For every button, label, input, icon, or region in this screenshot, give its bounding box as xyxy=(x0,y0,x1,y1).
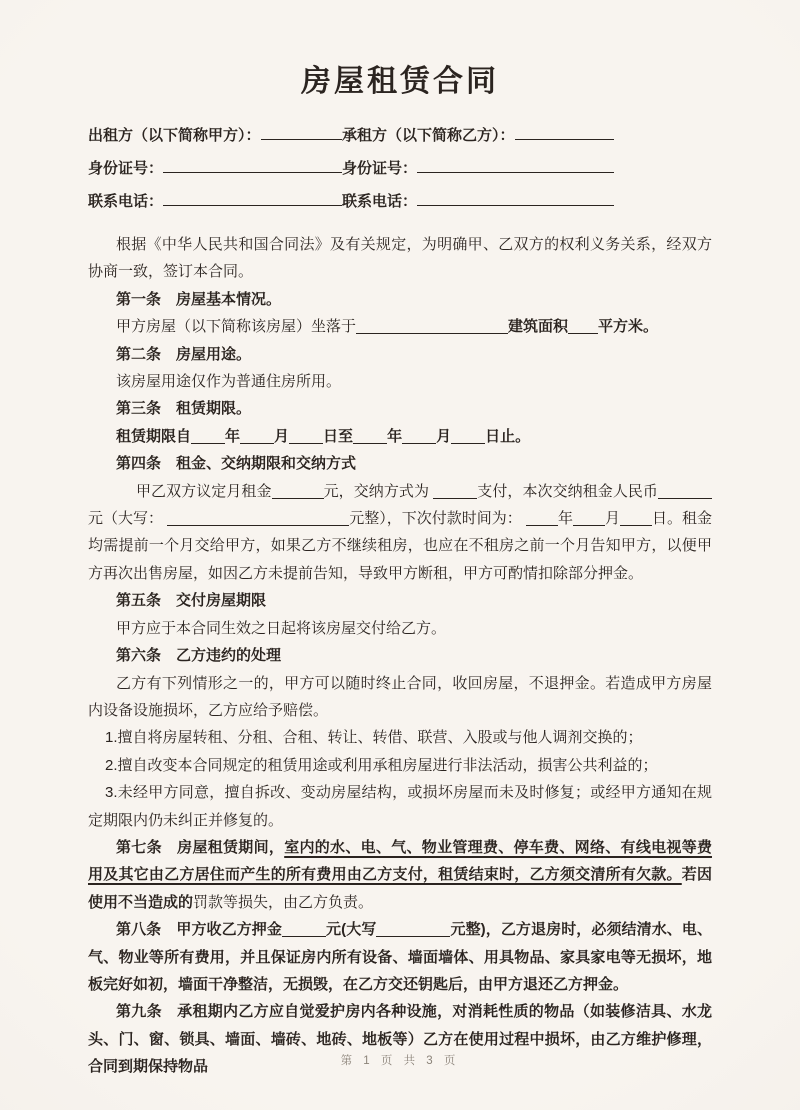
blank-field xyxy=(289,428,323,444)
text-run: 第九条 承租期内乙方应自觉爱护房内各种设施，对消耗性质的物品（如装修洁具、水龙头、门、窗、锁具、墙面、墙砖、地砖、地板等）乙方在使用过程中损坏，由乙方维护修理，合同到期保持物品 xyxy=(88,1003,712,1076)
party-field xyxy=(88,157,342,178)
contract-paragraph xyxy=(88,231,712,286)
field-label: 承租方（以下简称乙方）： xyxy=(342,127,515,144)
text-run: 日止。 xyxy=(485,427,531,445)
contract-paragraph xyxy=(88,450,712,477)
contract-paragraph xyxy=(88,395,712,422)
blank-field xyxy=(573,510,605,526)
text-run: 元（大写： xyxy=(88,510,168,528)
text-run: 第六条 乙方违约的处理 xyxy=(116,647,282,665)
text-run: 甲方房屋（以下简称该房屋）坐落于 xyxy=(116,318,357,336)
party-field xyxy=(88,190,342,211)
party-field-row xyxy=(88,190,712,223)
text-run: 室内的水、电、气、物业管理费、停车费、网络、有线电视等费用及其它由乙方居住而产生的所有费用由乙方支付，租赁结束时，乙方须交清所有欠款。 xyxy=(88,838,712,884)
text-run: 平方米。 xyxy=(598,318,659,336)
party-field-row xyxy=(88,124,712,157)
text-run: 元，交纳方式为 xyxy=(323,482,434,500)
contract-paragraph xyxy=(88,724,712,751)
contract-paragraph xyxy=(88,368,712,395)
text-run: 1.擅自将房屋转租、分租、合租、转让、转借、联营、入股或与他人调剂交换的； xyxy=(105,729,643,747)
text-run: 乙方有下列情形之一的，甲方可以随时终止合同，收回房屋，不退押金。若造成甲方房屋内设备设施损坏，乙方应给予赔偿。 xyxy=(88,674,712,719)
text-run: 月 xyxy=(604,510,620,528)
contract-body xyxy=(88,231,712,1081)
text-run: 月 xyxy=(436,427,452,445)
party-info-block xyxy=(88,124,712,223)
party-field xyxy=(88,124,342,145)
text-run: 年 xyxy=(387,427,403,445)
text-run: 第七条 房屋租赁期间， xyxy=(116,838,285,856)
contract-paragraph xyxy=(88,834,712,916)
contract-paragraph xyxy=(88,286,712,313)
party-field-row xyxy=(88,157,712,190)
blank-field xyxy=(620,510,652,526)
contract-paragraph xyxy=(88,916,712,998)
blank-field xyxy=(191,428,225,444)
contract-paragraph xyxy=(88,341,712,368)
page-title: 房屋租赁合同 xyxy=(301,65,499,98)
contract-paragraph xyxy=(88,642,712,669)
contract-paragraph xyxy=(88,478,712,588)
text-run: 3.未经甲方同意，擅自拆改、变动房屋结构，或损坏房屋而未及时修复；或经甲方通知在规定期限内仍未纠正并修复的。 xyxy=(88,784,712,829)
text-run: 元整)，乙方退房时，必须结清水、电、气、物业等所有费用，并且保证房内所有设备、墙面墙体、用具物品、家具家电等无损坏，地板完好如初，墙面干净整洁，无损毁，在乙方交还钥匙后，由甲方退还乙方押金。 xyxy=(88,921,712,993)
blank-field xyxy=(515,124,614,140)
party-field xyxy=(342,190,614,211)
blank-field xyxy=(240,428,274,444)
contract-paragraph xyxy=(88,423,712,450)
text-run: 日。租金均需提前一个月交给甲方，如果乙方不继续租房，也应在不租房之前一个月告知甲方，以便甲方再次出售房屋，如因乙方未提前告知，导致甲方断租，甲方可酌情扣除部分押金。 xyxy=(88,510,712,582)
text-run: 元(大写 xyxy=(325,921,377,939)
text-run: 甲乙双方议定月租金 xyxy=(136,482,272,500)
text-run: 甲方应于本合同生效之日起将该房屋交付给乙方。 xyxy=(116,619,447,637)
blank-field xyxy=(376,921,450,937)
blank-field xyxy=(417,190,614,206)
text-run: 支付，本次交纳租金人民币 xyxy=(477,482,658,500)
text-run: 租赁期限自 xyxy=(116,427,192,445)
contract-paragraph xyxy=(88,779,712,834)
contract-paragraph xyxy=(88,615,712,642)
blank-field xyxy=(658,483,712,499)
contract-paragraph xyxy=(88,998,712,1080)
field-label: 联系电话： xyxy=(342,193,418,210)
party-field xyxy=(342,157,614,178)
text-run: 元整），下次付款时间为： xyxy=(349,510,526,528)
blank-field xyxy=(433,483,477,499)
text-run: 年 xyxy=(557,510,573,528)
text-run: 第五条 交付房屋期限 xyxy=(116,592,267,610)
blank-field xyxy=(167,510,349,526)
field-label: 联系电话： xyxy=(88,193,164,210)
text-run: 建筑面积 xyxy=(508,318,569,336)
text-run: 罚款等损失，由乙方负责。 xyxy=(193,893,374,911)
blank-field xyxy=(261,124,342,140)
blank-field xyxy=(402,428,436,444)
contract-paragraph xyxy=(88,313,712,340)
contract-paragraph xyxy=(88,752,712,779)
page-number: 第 1 页 共 3 页 xyxy=(340,1055,460,1067)
blank-field xyxy=(356,318,508,334)
blank-field xyxy=(163,190,342,206)
field-label: 出租方（以下简称甲方）： xyxy=(88,127,261,144)
text-run: 2.擅自改变本合同规定的租赁用途或利用承租房屋进行非法活动，损害公共利益的； xyxy=(105,756,658,774)
blank-field xyxy=(451,428,485,444)
field-label: 身份证号： xyxy=(88,160,164,177)
blank-field xyxy=(526,510,558,526)
blank-field xyxy=(353,428,387,444)
text-run: 日至 xyxy=(323,427,354,445)
blank-field xyxy=(163,157,342,173)
text-run: 根据《中华人民共和国合同法》及有关规定，为明确甲、乙双方的权利义务关系，经双方协商一致，签订本合同。 xyxy=(88,236,712,281)
text-run: 第八条 甲方收乙方押金 xyxy=(116,921,282,939)
contract-paragraph xyxy=(88,670,712,725)
blank-field xyxy=(272,483,324,499)
text-run: 月 xyxy=(274,427,290,445)
blank-field xyxy=(568,318,598,334)
text-run: 第四条 租金、交纳期限和交纳方式 xyxy=(116,455,357,473)
text-run: 第二条 房屋用途。 xyxy=(116,345,252,363)
text-run: 若因使用不当造成的 xyxy=(88,866,712,911)
text-run: 年 xyxy=(225,427,241,445)
contract-paragraph xyxy=(88,587,712,614)
text-run: 第三条 租赁期限。 xyxy=(116,400,252,418)
party-field xyxy=(342,124,614,145)
text-run: 第一条 房屋基本情况。 xyxy=(116,290,282,308)
blank-field xyxy=(282,921,326,937)
text-run: 该房屋用途仅作为普通住房所用。 xyxy=(116,373,342,391)
field-label: 身份证号： xyxy=(342,160,418,177)
blank-field xyxy=(417,157,614,173)
